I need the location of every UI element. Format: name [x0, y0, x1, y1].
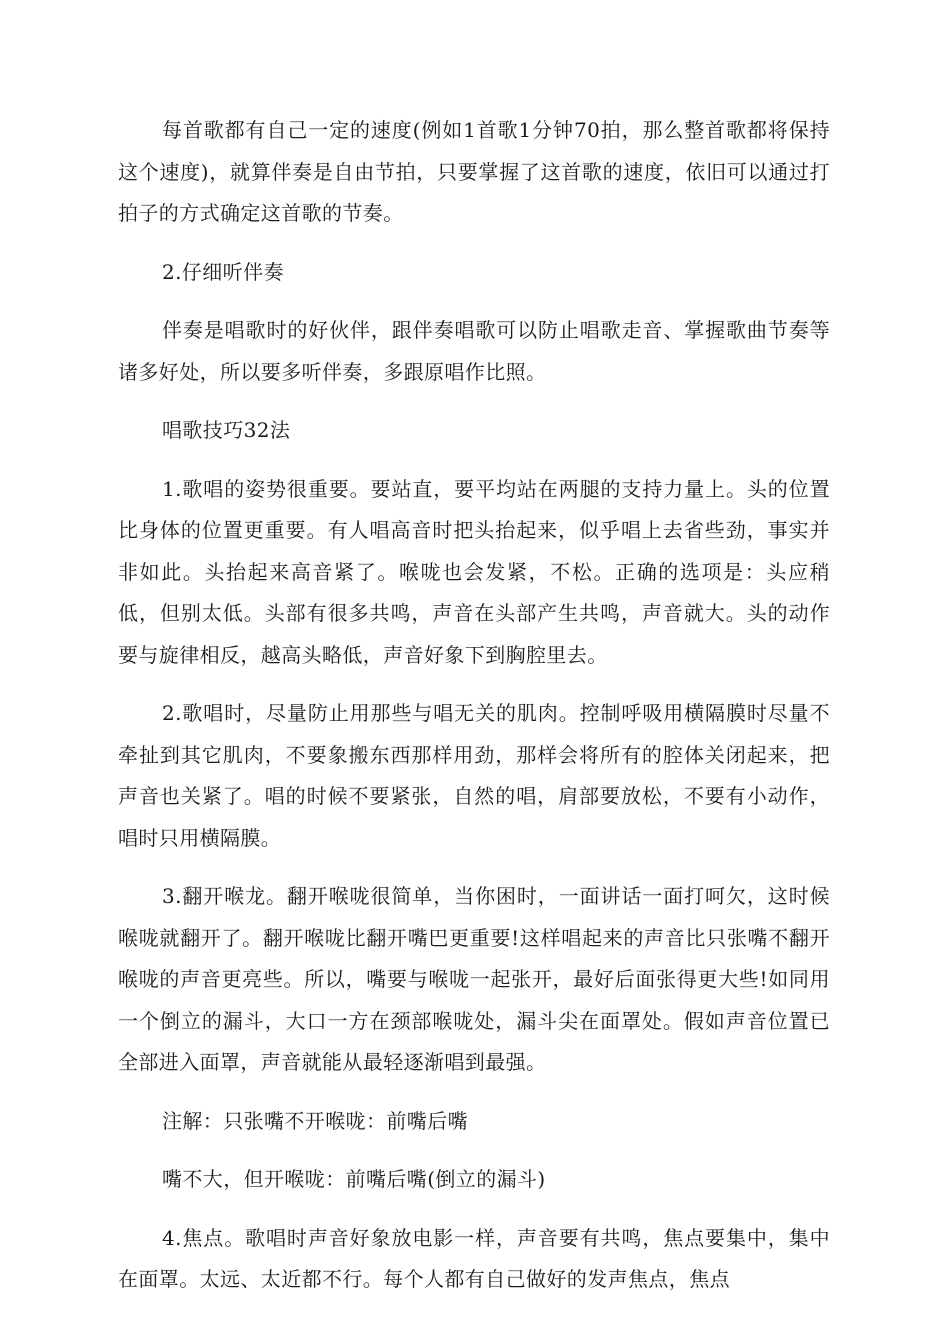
paragraph-gap [118, 393, 830, 410]
paragraph-note-1: 注解：只张嘴不开喉咙：前嘴后嘴 [162, 1108, 468, 1133]
paragraph-open-throat: 3.翻开喉龙。翻开喉咙很简单，当你困时，一面讲话一面打呵欠，这时候喉咙就翻开了。翻开喉咙比翻开嘴巴更重要!这样唱起来的声音比只张嘴不翻开喉咙的声音更亮些。所以，嘴要与喉咙一起张开，最好后面张得更大些!如同用一个倒立的漏斗，大口一方在颈部喉咙处，漏斗尖在面罩处。假如声音位置已全部进入面罩，声音就能从最轻逐渐唱到最强。 [118, 884, 830, 1074]
paragraph-gap [118, 293, 830, 310]
paragraph-gap [118, 1084, 830, 1101]
paragraph-gap [118, 676, 830, 693]
paragraph-gap [118, 1201, 830, 1218]
paragraph-gap [118, 452, 830, 469]
paragraph-muscles: 2.歌唱时，尽量防止用那些与唱无关的肌肉。控制呼吸用横隔膜时尽量不牵扯到其它肌肉，不要象搬东西那样用劲，那样会将所有的腔体关闭起来，把声音也关紧了。唱的时候不要紧张，自然的唱，肩部要放松，不要有小动作，唱时只用横隔膜。 [118, 701, 830, 850]
paragraph-gap [118, 859, 830, 876]
paragraph-note-2: 嘴不大，但开喉咙：前嘴后嘴(倒立的漏斗) [162, 1167, 546, 1191]
document-body [118, 110, 830, 1301]
paragraph-posture: 1.歌唱的姿势很重要。要站直，要平均站在两腿的支持力量上。头的位置比身体的位置更重要。有人唱高音时把头抬起来，似乎唱上去省些劲，事实并非如此。头抬起来高音紧了。喉咙也会发紧，不松。正确的选项是：头应稍低，但别太低。头部有很多共鸣，声音在头部产生共鸣，声音就大。头的动作要与旋律相反，越高头略低，声音好象下到胸腔里去。 [118, 476, 830, 667]
paragraph-tempo: 每首歌都有自己一定的速度(例如1首歌1分钟70拍，那么整首歌都将保持这个速度)，就算伴奏是自由节拍，只要掌握了这首歌的速度，依旧可以通过打拍子的方式确定这首歌的节奏。 [118, 118, 830, 225]
paragraph-focus: 4.焦点。歌唱时声音好象放电影一样，声音要有共鸣，焦点要集中，集中在面罩。太远、太近都不行。每个人都有自己做好的发声焦点，焦点 [118, 1225, 830, 1291]
paragraph-accompaniment: 伴奏是唱歌时的好伙伴，跟伴奏唱歌可以防止唱歌走音、掌握歌曲节奏等诸多好处，所以要多听伴奏，多跟原唱作比照。 [118, 318, 830, 384]
paragraph-gap [118, 1142, 830, 1159]
heading-listen-accompaniment: 2.仔细听伴奏 [162, 259, 284, 284]
heading-32-techniques: 唱歌技巧32法 [162, 418, 291, 442]
paragraph-gap [118, 235, 830, 252]
